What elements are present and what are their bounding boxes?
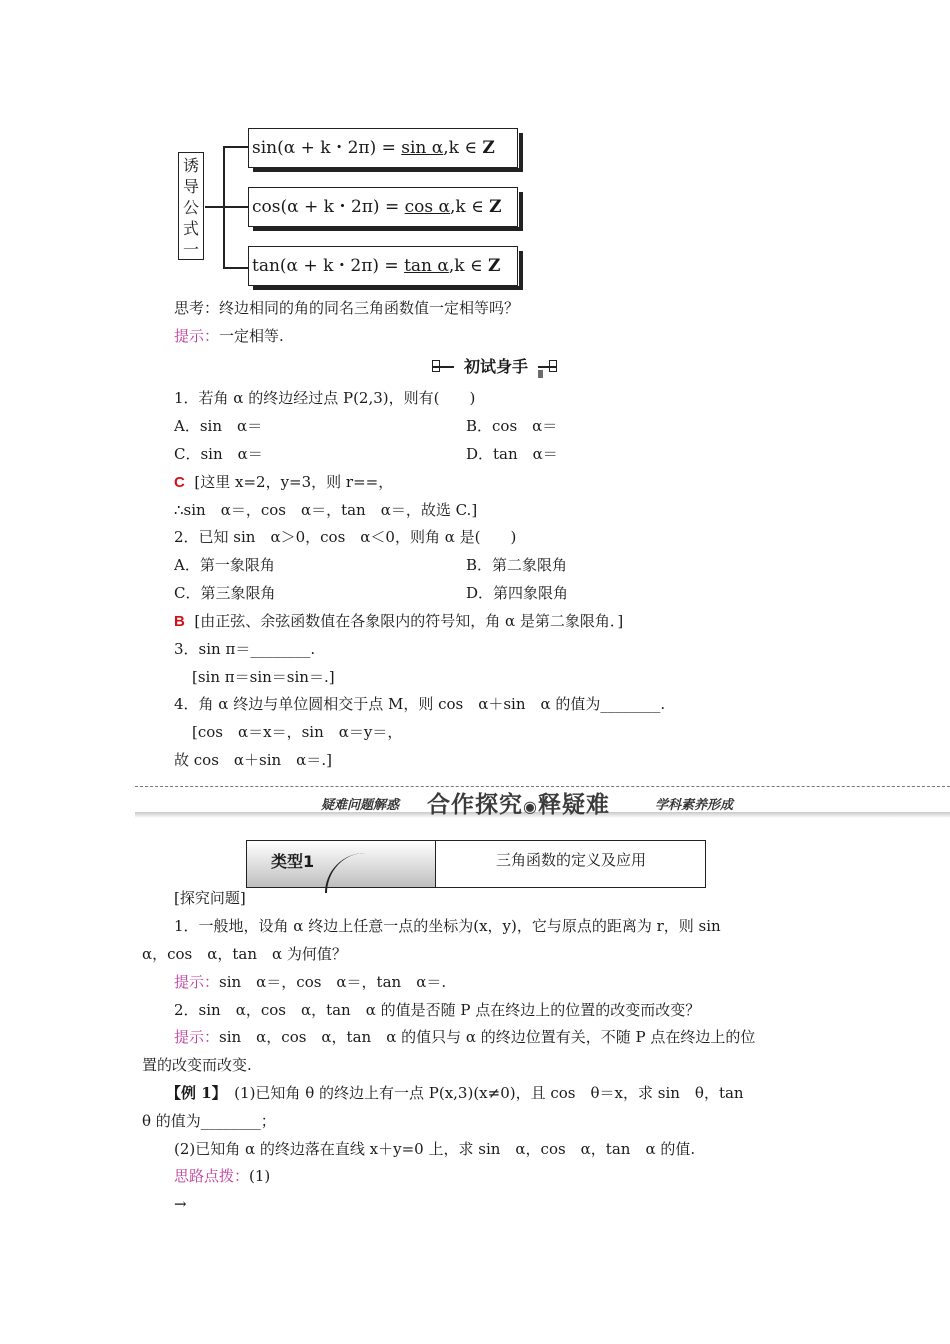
induction-formula-diagram: [176, 124, 526, 294]
formula-cos: cos(α + k・2π) = cos α,k ∈ Z: [248, 187, 518, 227]
type-tag-label: 类型1: [271, 852, 315, 871]
explore-heading: [探究问题]: [174, 889, 246, 907]
explore-hint-1: 提示：sin α＝，cos α＝，tan α＝.: [174, 973, 447, 991]
formula-group-label: 诱导公式一: [178, 152, 204, 260]
q3-stem: 3．sin π＝________.: [174, 640, 316, 658]
q2-answer: B [由正弦、余弦函数值在各象限内的符号知，角 α 是第二象限角．]: [174, 612, 624, 630]
example-line2: θ 的值为________；: [142, 1112, 276, 1130]
connector: [223, 146, 248, 148]
formula-tan: tan(α + k・2π) = tan α,k ∈ Z: [248, 246, 518, 286]
type-title: 三角函数的定义及应用: [495, 851, 646, 869]
explore-hint-2-cont: 置的改变而改变.: [142, 1056, 252, 1074]
q1-stem: 1．若角 α 的终边经过点 P(2,3)，则有( ): [174, 389, 476, 407]
q1-option-b: B．cos α＝: [466, 417, 558, 435]
q1-option-a: A．sin α＝: [174, 417, 263, 435]
q2-stem: 2．已知 sin α＞0，cos α＜0，则角 α 是( ): [174, 528, 517, 546]
q1-answer: C [这里 x=2，y=3，则 r==，: [174, 473, 394, 491]
q1-option-c: C．sin α＝: [174, 445, 263, 463]
banner-left: 疑难问题解惑: [321, 798, 400, 813]
type-heading-box: [246, 840, 706, 888]
example-line3: (2)已知角 α 的终边落在直线 x＋y=0 上，求 sin α，cos α，tan α 的值.: [174, 1140, 696, 1158]
connector: [205, 206, 223, 208]
q2-option-c: C．第三象限角: [174, 584, 276, 602]
example-arrow: →: [174, 1195, 187, 1213]
connector: [223, 267, 248, 269]
example-line1: 【例 1】 (1)已知角 θ 的终边上有一点 P(x,3)(x≠0)，且 cos θ＝x，求 sin θ，tan: [166, 1084, 744, 1102]
explore-hint-2: 提示：sin α，cos α，tan α 的值只与 α 的终边位置有关，不随 P 点在终边上的位: [174, 1028, 756, 1046]
explore-q1-line2: α，cos α，tan α 为何值？: [142, 945, 347, 963]
think-hint: 提示：一定相等.: [174, 327, 284, 345]
section-banner: [135, 786, 950, 822]
banner-right: 学科素养形成: [655, 798, 734, 813]
q3-explain: [sin π＝sin＝sin＝.]: [192, 668, 335, 686]
q2-option-b: B．第二象限角: [466, 556, 568, 574]
explore-q1-line1: 1．一般地，设角 α 终边上任意一点的坐标为(x，y)，它与原点的距离为 r，则 sin: [174, 917, 721, 935]
formula-sin: sin(α + k・2π) = sin α,k ∈ Z: [248, 128, 518, 168]
example-tip: 思路点拨：(1): [174, 1167, 271, 1185]
q1-option-d: D．tan α＝: [466, 445, 558, 463]
connector: [223, 206, 248, 208]
q2-option-d: D．第四象限角: [466, 584, 569, 602]
banner-title: 合作探究◉释疑难: [427, 792, 610, 818]
q4-explain-1: [cos α＝x＝，sin α＝y＝，: [192, 723, 403, 741]
q4-explain-2: 故 cos α＋sin α＝.]: [174, 751, 332, 769]
try-section-heading: 初试身手: [432, 356, 557, 378]
think-question: 思考：终边相同的角的同名三角函数值一定相等吗？: [174, 299, 520, 317]
q4-stem: 4．角 α 终边与单位圆相交于点 M，则 cos α＋sin α 的值为________.: [174, 695, 666, 713]
q2-option-a: A．第一象限角: [174, 556, 275, 574]
explore-q2: 2．sin α，cos α，tan α 的值是否随 P 点在终边上的位置的改变而改变？: [174, 1001, 701, 1019]
q1-explain: ∴sin α＝，cos α＝，tan α＝，故选 C.]: [174, 501, 478, 519]
